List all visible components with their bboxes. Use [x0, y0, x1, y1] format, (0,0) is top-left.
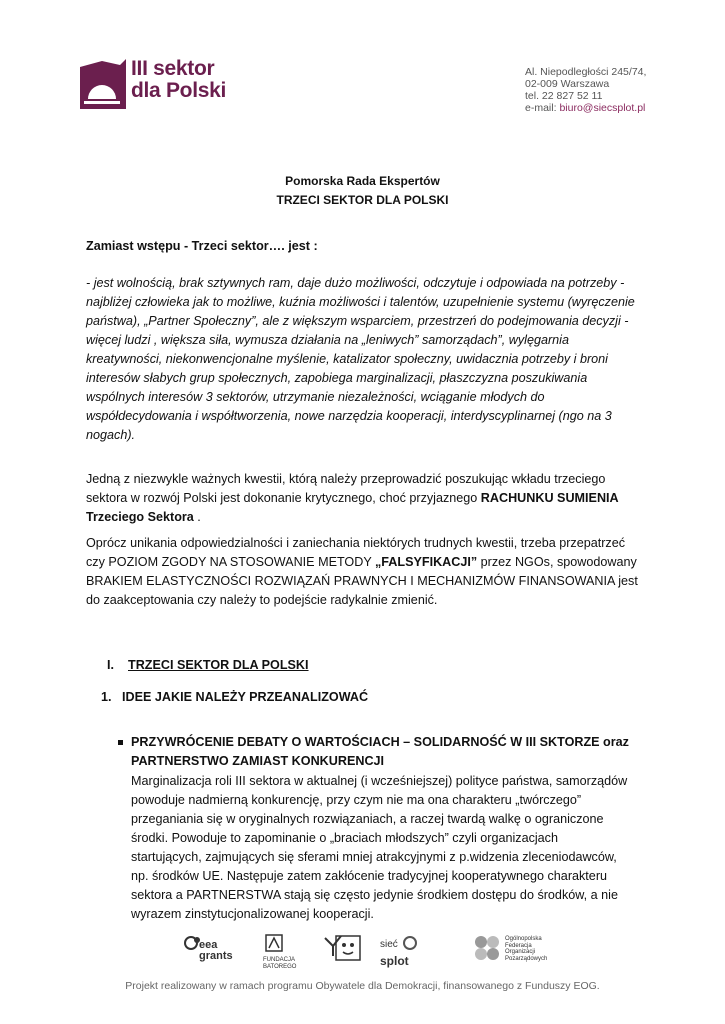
paragraph-falsyfikacja: Oprócz unikania odpowiedzialności i zaniechania niektórych trudnych kwestii, trzeba przepatrzeć czy POZIOM ZGODY NA STOSOWANIE METODY „FALSYFIKACJI” przez NGOs, spowodowany BRAKIEM ELASTYCZNOŚCI ROZWIĄZAŃ PRAWNYCH I MECHANIZMÓW FINANSOWANIA jest do zaakceptowania czy należy to podejście radykalnie zmienić. [86, 536, 638, 607]
document-title: Pomorska Rada Ekspertów TRZECI SEKTOR DLA POLSKI [276, 174, 449, 207]
contact-address: Al. Niepodległości 245/74, 02-009 Warszawa tel. 22 827 52 11 e-mail: biuro@siecsplot.pl [525, 66, 647, 114]
siec-splot-logo: sieć splot [380, 934, 440, 968]
eea-grants-logo: eea grants [183, 934, 233, 968]
section-heading: I. TRZECI SEKTOR DLA POLSKI [107, 658, 309, 672]
ofop-logo: Ogólnopolska Federacja Organizacji Pozarządowych [473, 934, 563, 968]
subsection-heading: 1. IDEE JAKIE NALEŻY PRZEANALIZOWAĆ [101, 690, 369, 704]
bullet-title: PRZYWRÓCENIE DEBATY O WARTOŚCIACH – SOLIDARNOŚĆ W III SKTORZE oraz PARTNERSTWO ZAMIAST KONKURENCJI [131, 735, 629, 768]
paragraph-rachunek: Jedną z niezwykle ważnych kwestii, którą należy przeprowadzić poszukując wkładu trzeciego sektora w rozwój Polski jest dokonanie krytycznego, choć przyjaznego RACHUNKU SUMIENIA Trzeciego Sektora . [86, 472, 619, 524]
splot-circle-icon [402, 935, 418, 951]
batory-emblem-icon [263, 934, 285, 952]
bullet-square-icon [118, 740, 123, 745]
face-logo-icon [334, 934, 364, 968]
logo-text: III sektor dla Polski [131, 57, 227, 102]
bullet-body: Marginalizacja roli III sektora w aktualnej (i wcześniejszej) polityce państwa, samorządów powoduje nadmierną konkurencję, przy czym nie ma ona charakteru „twórczego” przeganiania się w oryginalnych rozwiązaniach, a raczej twardą walkę o ograniczone środki. Powoduje to zapominanie o „braciach młodszych” czyli organizacjach startujących, zajmujących się sferami mniej atrakcyjnymi z p.widzenia zleceniodawców, np. środków UE. Następuje zatem zakłócenie tradycyjnej kooperatywnego charakteru sektora a PARTNERSTWA stają się często jedynie środkiem dostępu do środków, a nie wyrazem zinstytucjonalizowanej kooperacji. [131, 774, 628, 921]
ofop-grid-icon [473, 934, 501, 962]
intro-heading: Zamiast wstępu - Trzeci sektor…. jest : [86, 239, 318, 253]
batory-logo: FUNDACJA BATOREGO [263, 934, 303, 968]
intro-body: - jest wolnością, brak sztywnych ram, daje dużo możliwości, odczytuje i odpowiada na potrzeby - najbliżej człowieka jak to możliwe, kuźnia możliwości i talentów, uzupełnienie systemu (wyręczenie państwa), „Partner Społeczny”, ale z większym wsparciem, przestrzeń do podejmowania decyzji - więcej ludzi , większa siła, wymusza działania na „leniwych” samorządach”, wylęgarnia kreatywności, niekonwencjonalne myślenie, katalizator społeczny, uwidacznia potrzeby i broni interesów słabych grup społecznych, zapobiega marginalizacji, płaszczyzna poszukiwania wspólnych interesów 3 sektorów, utrzymanie niezależności, wciąganie młodych do współdecydowania i współtworzenia, nowe narzędzia kooperacji, interdyscyplinarnej (ngo na 3 nogach). [86, 276, 635, 442]
footer-note: Projekt realizowany w ramach programu Obywatele dla Demokracji, finansowanego z Funduszy EOG. [125, 980, 600, 992]
email-link[interactable]: biuro@siecsplot.pl [559, 102, 646, 114]
